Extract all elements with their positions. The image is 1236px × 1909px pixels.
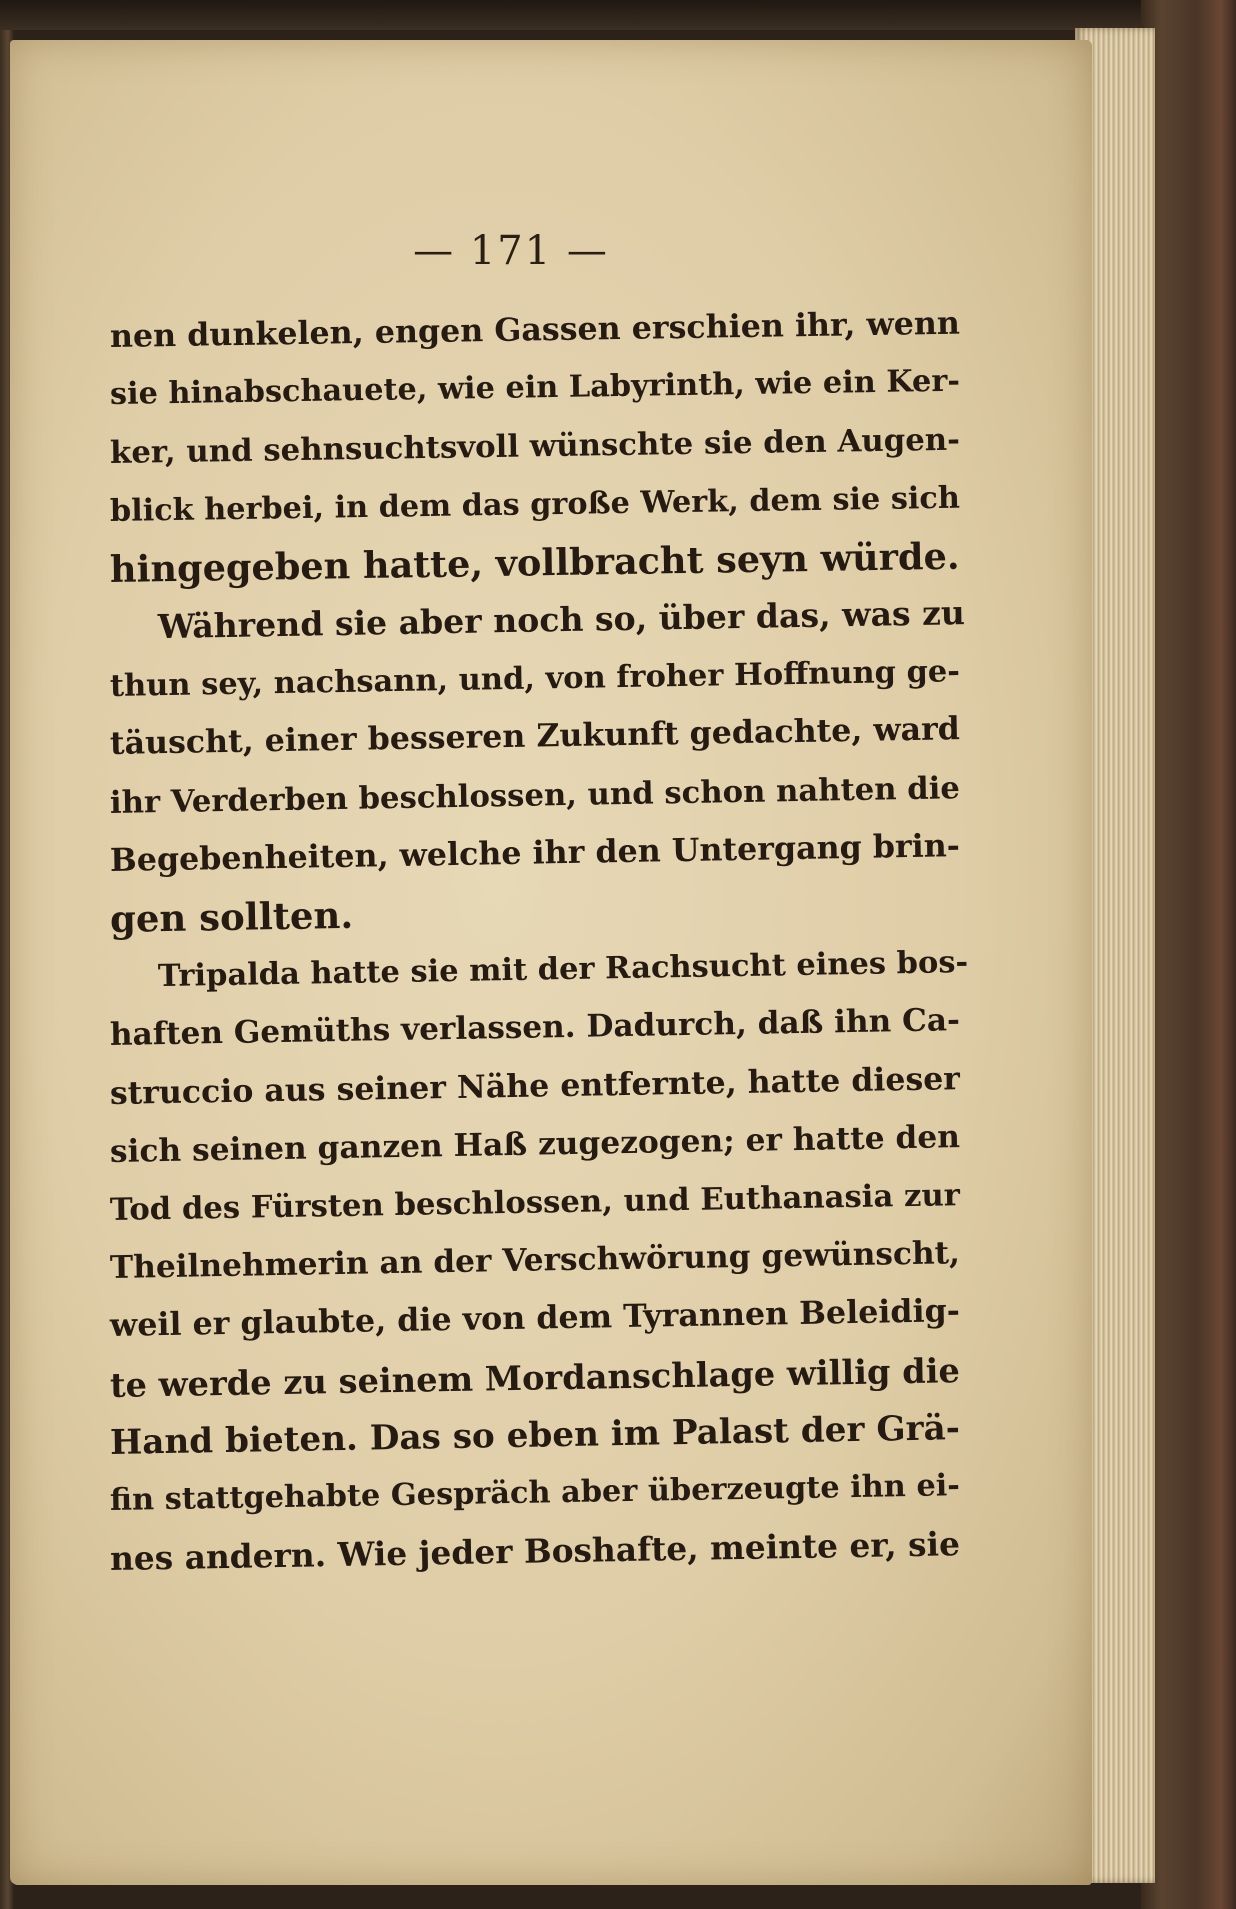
text-line: Hand bieten. Das so eben im Palast der Grä-	[109, 1408, 961, 1463]
text-line: nes andern. Wie jeder Boshafte, meinte er, sie	[109, 1524, 961, 1579]
text-line: sich seinen ganzen Haß zugezogen; er hatte den	[109, 1119, 961, 1170]
text-line: haften Gemüths verlassen. Dadurch, daß ihn Ca-	[109, 1002, 961, 1054]
page-number: — 171 —	[413, 228, 609, 274]
text-line: ker, und sehnsuchtsvoll wünschte sie den Augen-	[109, 422, 961, 472]
book-cover-top	[0, 0, 1236, 30]
text-line: thun sey, nachsann, und, von froher Hoffnung ge-	[109, 653, 961, 705]
text-line: hingegeben hatte, vollbracht seyn würde.	[109, 534, 960, 591]
text-line: fin stattgehabte Gespräch aber überzeugte ihn ei-	[109, 1468, 961, 1519]
text-line: Tod des Fürsten beschlossen, und Euthanasia zur	[109, 1177, 961, 1229]
book-page	[10, 40, 1092, 1885]
book-cover-spine	[1141, 0, 1236, 1909]
text-line: Begebenheiten, welche ihr den Untergang brin-	[109, 826, 961, 879]
text-line: blick herbei, in dem das große Werk, dem sie sich	[109, 480, 961, 529]
text-line: Theilnehmerin an der Verschwörung gewünscht,	[109, 1235, 961, 1287]
text-line: te werde zu seinem Mordanschlage willig die	[109, 1349, 961, 1405]
text-line: Während sie aber noch so, über das, was zu	[157, 593, 966, 647]
text-line: täuscht, einer besseren Zukunft gedachte, ward	[109, 710, 961, 763]
text-line: nen dunkelen, engen Gassen erschien ihr, wenn	[109, 304, 961, 355]
text-line: weil er glaubte, die von dem Tyrannen Beleidig-	[109, 1292, 961, 1345]
text-line: struccio aus seiner Nähe entfernte, hatte dieser	[109, 1059, 961, 1112]
text-line: gen sollten.	[109, 892, 354, 942]
text-line: sie hinabschauete, wie ein Labyrinth, wie ein Ker-	[109, 363, 961, 413]
text-line: Tripalda hatte sie mit der Rachsucht eines bos-	[157, 944, 969, 995]
body-text	[109, 304, 969, 1588]
text-line: ihr Verderben beschlossen, und schon nahten die	[109, 769, 961, 821]
